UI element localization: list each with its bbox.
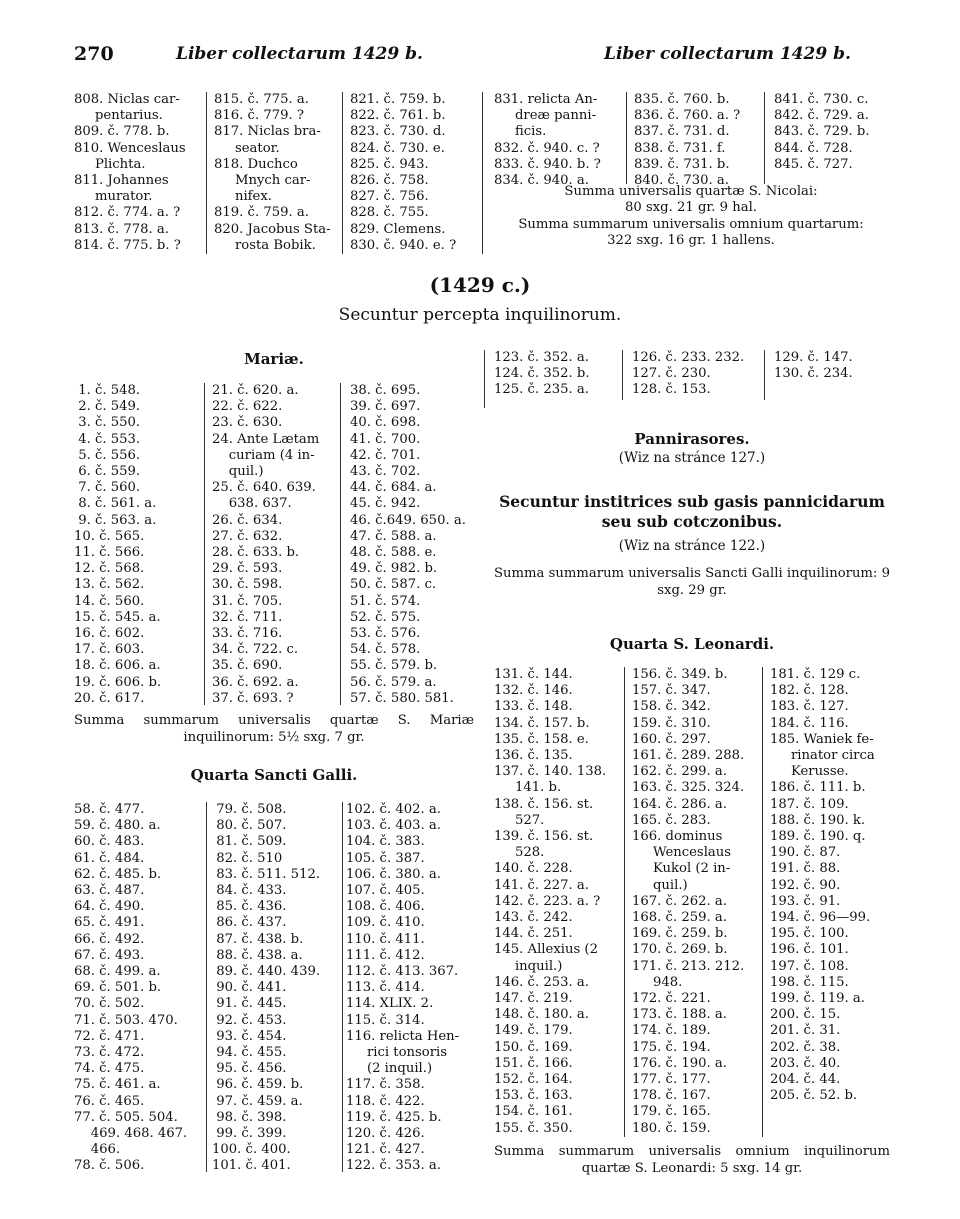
column-divider <box>764 350 765 400</box>
column-divider <box>342 802 343 1172</box>
top-column-3: 821. č. 759. b. 822. č. 761. b. 823. č. 730. d. 824. č. 730. e. 825. č. 943. 826. č. 758. 827. č. 756. 828. č. 755. 829. Clemens. 830. č. 940. e. ? <box>350 92 457 253</box>
leonardi-heading: Quarta S. Leonardi. <box>609 635 775 653</box>
mariae-heading: Mariæ. <box>244 350 304 368</box>
running-header-left: Liber collectarum 1429 b. <box>176 44 423 64</box>
right-top-column-2: 126. č. 233. 232. 127. č. 230. 128. č. 153. <box>632 350 745 398</box>
pannirasores-note: (Wiz na stránce 127.) <box>618 450 766 466</box>
leonardi-column-3: 181. č. 129 c. 182. č. 128. 183. č. 127. 184. č. 116. 185. Waniek fe- rinator circa Kerusse. 186. č. 111. b. 187. č. 109. 188. č. 190. k. 189. č. 190. q. 190. č. 87. 191. č. 88. 192. č. 90. 193. č. 91. 194. č. 96—99. 195. č. 100. 196. č. 101. 197. č. 108. 198. č. 115. 199. č. 119. a. 200. č. 15. 201. č. 31. 202. č. 38. 203. č. 40. 204. č. 44. 205. č. 52. b. <box>770 667 875 1104</box>
galli-heading: Quarta Sancti Galli. <box>190 766 358 784</box>
galli-column-1: 58. č. 477. 59. č. 480. a. 60. č. 483. 61. č. 484. 62. č. 485. b. 63. č. 487. 64. č. 490. 65. č. 491. 66. č. 492. 67. č. 493. 68. č. 499. a. 69. č. 501. b. 70. č. 502. 71. č. 503. 470. 72. č. 471. 73. č. 472. 74. č. 475. 75. č. 461. a. 76. č. 465. 77. č. 505. 504. 469. 468. 467. 466. 78. č. 506. <box>74 802 188 1174</box>
section-title: (1429 c.) <box>429 273 531 297</box>
column-divider <box>340 383 341 705</box>
column-divider <box>762 667 763 1137</box>
top-column-1: 808. Niclas car- pentarius. 809. č. 778. b. 810. Wenceslaus Plichta. 811. Johannes murator. 812. č. 774. a. ? 813. č. 778. a. 814. č. 775. b. ? <box>74 92 186 253</box>
page-number: 270 <box>74 43 114 65</box>
column-divider <box>626 92 627 184</box>
column-divider <box>482 92 483 254</box>
summa-nicolai: Summa universalis quartæ S. Nicolai: 80 sxg. 21 gr. 9 hal. <box>564 184 818 216</box>
column-divider <box>622 350 623 400</box>
galli-summa: Summa summarum universalis Sancti Galli inquilinorum: 9 sxg. 29 gr. <box>494 566 890 598</box>
right-top-column-1: 123. č. 352. a. 124. č. 352. b. 125. č. 235. a. <box>494 350 590 398</box>
section-subtitle: Secuntur percepta inquilinorum. <box>338 305 622 325</box>
running-header-right: Liber collectarum 1429 b. <box>604 44 851 64</box>
top-column-5: 835. č. 760. b. 836. č. 760. a. ? 837. č. 731. d. 838. č. 731. f. 839. č. 731. b. 840. č. 730. a. <box>634 92 741 189</box>
column-divider <box>624 667 625 1137</box>
column-divider <box>342 92 343 254</box>
mariae-column-1: 1. č. 548. 2. č. 549. 3. č. 550. 4. č. 553. 5. č. 556. 6. č. 559. 7. č. 560. 8. č. 561. a. 9. č. 563. a. 10. č. 565. 11. č. 566. 12. č. 568. 13. č. 562. 14. č. 560. 15. č. 545. a. 16. č. 602. 17. č. 603. 18. č. 606. a. 19. č. 606. b. 20. č. 617. <box>74 383 162 706</box>
column-divider <box>484 350 485 408</box>
column-divider <box>204 383 205 705</box>
leonardi-column-1: 131. č. 144. 132. č. 146. 133. č. 148. 134. č. 157. b. 135. č. 158. e. 136. č. 135. 137. č. 140. 138. 141. b. 138. č. 156. st. 527. 139. č. 156. st. 528. 140. č. 228. 141. č. 227. a. 142. č. 223. a. ? 143. č. 242. 144. č. 251. 145. Allexius (2 inquil.) 146. č. 253. a. 147. č. 219. 148. č. 180. a. 149. č. 179. 150. č. 169. 151. č. 166. 152. č. 164. 153. č. 163. 154. č. 161. 155. č. 350. <box>494 667 607 1136</box>
galli-column-3: 102. č. 402. a. 103. č. 403. a. 104. č. 383. 105. č. 387. 106. č. 380. a. 107. č. 405. 108. č. 406. 109. č. 410. 110. č. 411. 111. č. 412. 112. č. 413. 367. 113. č. 414. 114. XLIX. 2. 115. č. 314. 116. relicta Hen- rici tonsoris (2 inquil.) 117. č. 358. 118. č. 422. 119. č. 425. b. 120. č. 426. 121. č. 427. 122. č. 353. a. <box>346 802 460 1174</box>
pannirasores-heading: Pannirasores. <box>634 430 750 448</box>
column-divider <box>206 92 207 254</box>
galli-column-2: 79. č. 508. 80. č. 507. 81. č. 509. 82. č. 510 83. č. 511. 512. 84. č. 433. 85. č. 436. 86. č. 437. 87. č. 438. b. 88. č. 438. a. 89. č. 440. 439. 90. č. 441. 91. č. 445. 92. č. 453. 93. č. 454. 94. č. 455. 95. č. 456. 96. č. 459. b. 97. č. 459. a. 98. č. 398. 99. č. 399. 100. č. 400. 101. č. 401. <box>212 802 321 1174</box>
mariae-column-2: 21. č. 620. a. 22. č. 622. 23. č. 630. 24. Ante Lætam curiam (4 in- quil.) 25. č. 640. 639. 638. 637. 26. č. 634. 27. č. 632. 28. č. 633. b. 29. č. 593. 30. č. 598. 31. č. 705. 32. č. 711. 33. č. 716. 34. č. 722. c. 35. č. 690. 36. č. 692. a. 37. č. 693. ? <box>212 383 320 706</box>
top-column-2: 815. č. 775. a. 816. č. 779. ? 817. Niclas bra- seator. 818. Duchco Mnych car- nifex. 819. č. 759. a. 820. Jacobus Sta- rosta Bobik. <box>214 92 331 253</box>
leonardi-summa: Summa summarum universalis omnium inquilinorum quartæ S. Leonardi: 5 sxg. 14 gr. <box>494 1144 890 1176</box>
institrices-heading: Secuntur institrices sub gasis pannicidarum seu sub cotczonibus. <box>499 492 885 531</box>
mariae-column-3: 38. č. 695. 39. č. 697. 40. č. 698. 41. č. 700. 42. č. 701. 43. č. 702. 44. č. 684. a. 45. č. 942. 46. č.649. 650. a. 47. č. 588. a. 48. č. 588. e. 49. č. 982. b. 50. č. 587. c. 51. č. 574. 52. č. 575. 53. č. 576. 54. č. 578. 55. č. 579. b. 56. č. 579. a. 57. č. 580. 581. <box>350 383 466 706</box>
top-column-6: 841. č. 730. c. 842. č. 729. a. 843. č. 729. b. 844. č. 728. 845. č. 727. <box>774 92 870 172</box>
summa-omnium-quartarum: Summa summarum universalis omnium quartarum: 322 sxg. 16 gr. 1 hallens. <box>518 217 864 249</box>
mariae-summa: Summa summarum universalis quartæ S. Mariæ inquilinorum: 5½ sxg. 7 gr. <box>74 713 474 745</box>
right-top-column-3: 129. č. 147. 130. č. 234. <box>774 350 853 382</box>
leonardi-column-2: 156. č. 349. b. 157. č. 347. 158. č. 342. 159. č. 310. 160. č. 297. 161. č. 289. 288. 162. č. 299. a. 163. č. 325. 324. 164. č. 286. a. 165. č. 283. 166. dominus Wenceslaus Kukol (2 in- quil.) 167. č. 262. a. 168. č. 259. a. 169. č. 259. b. 170. č. 269. b. 171. č. 213. 212. 948. 172. č. 221. 173. č. 188. a. 174. č. 189. 175. č. 194. 176. č. 190. a. 177. č. 177. 178. č. 167. 179. č. 165. 180. č. 159. <box>632 667 745 1136</box>
column-divider <box>764 92 765 184</box>
institrices-note: (Wiz na stránce 122.) <box>618 538 766 554</box>
top-column-4: 831. relicta An- dreæ panni- ficis. 832. č. 940. c. ? 833. č. 940. b. ? 834. č. 940. a. <box>494 92 601 189</box>
column-divider <box>206 802 207 1172</box>
